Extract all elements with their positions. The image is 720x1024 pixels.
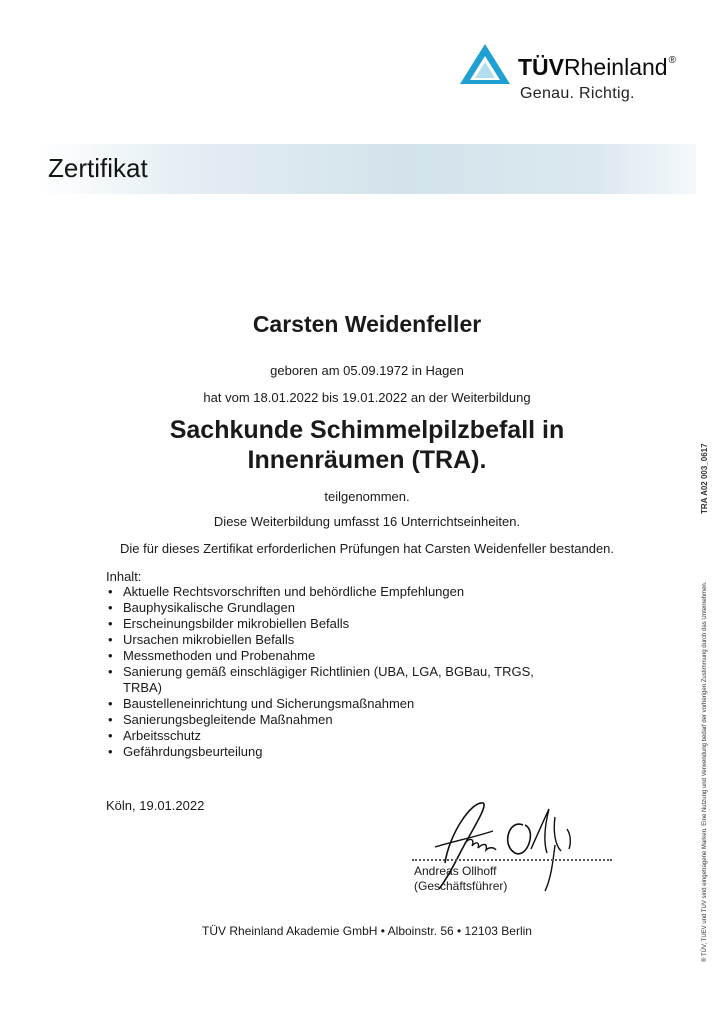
list-item	[106, 616, 534, 632]
trademark-notice: ® TÜV, TUEV und TUV sind eingetragene Marken. Eine Nutzung und Verwendung bedarf der vorherigen Zustimmung durch das Unternehmen.	[702, 581, 708, 962]
list-item-text: Aktuelle Rechtsvorschriften und behördliche Empfehlungen	[123, 584, 465, 599]
list-item	[106, 632, 534, 648]
list-item-text: Messmethoden und Probenahme	[123, 648, 316, 663]
content-label: Inhalt:	[106, 569, 142, 584]
place-date: Köln, 19.01.2022	[106, 798, 205, 813]
participated-line: teilgenommen.	[324, 489, 410, 504]
signer-name: Andreas Ollhoff	[414, 864, 497, 878]
list-item	[106, 600, 534, 616]
list-item	[106, 712, 534, 728]
tuv-rheinland-logo	[458, 40, 698, 112]
list-item-text: Baustelleneinrichtung und Sicherungsmaßnahmen	[123, 696, 415, 711]
triangle-logo-icon	[458, 42, 512, 86]
list-item	[106, 728, 534, 744]
registered-mark: ®	[668, 55, 676, 66]
course-title-line-2: Innenräumen (TRA).	[247, 446, 487, 474]
list-item	[106, 664, 534, 696]
course-title-line-1: Sachkunde Schimmelpilzbefall in	[169, 416, 565, 444]
period-line: hat vom 18.01.2022 bis 19.01.2022 an der Weiterbildung	[203, 390, 531, 405]
brand-name	[518, 54, 676, 81]
signer-role: (Geschäftsführer)	[414, 879, 508, 893]
list-item-text: Sanierungsbegleitende Maßnahmen	[123, 712, 333, 727]
footer-address: TÜV Rheinland Akademie GmbH • Alboinstr. 56 • 12103 Berlin	[202, 924, 532, 938]
list-item-text: Bauphysikalische Grundlagen	[123, 600, 295, 615]
document-title: Zertifikat	[48, 153, 148, 183]
list-item	[106, 744, 534, 760]
brand-rest: Rheinland	[564, 54, 668, 80]
recipient-name: Carsten Weidenfeller	[252, 311, 482, 337]
list-item	[106, 648, 534, 664]
signature-line	[412, 859, 612, 861]
signer-block	[414, 864, 507, 894]
content-list	[106, 584, 534, 760]
units-line: Diese Weiterbildung umfasst 16 Unterrichtseinheiten.	[213, 514, 521, 529]
content-section	[106, 569, 534, 760]
course-title	[0, 415, 720, 475]
list-item	[106, 696, 534, 712]
list-item-text: Ursachen mikrobiellen Befalls	[123, 632, 295, 647]
list-item-text: Arbeitsschutz	[123, 728, 202, 743]
brand-bold: TÜV	[518, 54, 564, 80]
list-item-text: Gefährdungsbeurteilung	[123, 744, 263, 759]
document-code: TRA A02 003_0617	[700, 443, 709, 514]
list-item	[106, 584, 534, 600]
list-item-text: Sanierung gemäß einschlägiger Richtlinien (UBA, LGA, BGBau, TRGS,	[123, 664, 534, 679]
exam-line: Die für dieses Zertifikat erforderlichen Prüfungen hat Carsten Weidenfeller bestanden.	[119, 541, 615, 556]
list-item-text: Erscheinungsbilder mikrobiellen Befalls	[123, 616, 350, 631]
birth-line: geboren am 05.09.1972 in Hagen	[270, 363, 464, 378]
brand-slogan: Genau. Richtig.	[520, 85, 635, 102]
list-item-continuation: TRBA)	[123, 680, 162, 695]
